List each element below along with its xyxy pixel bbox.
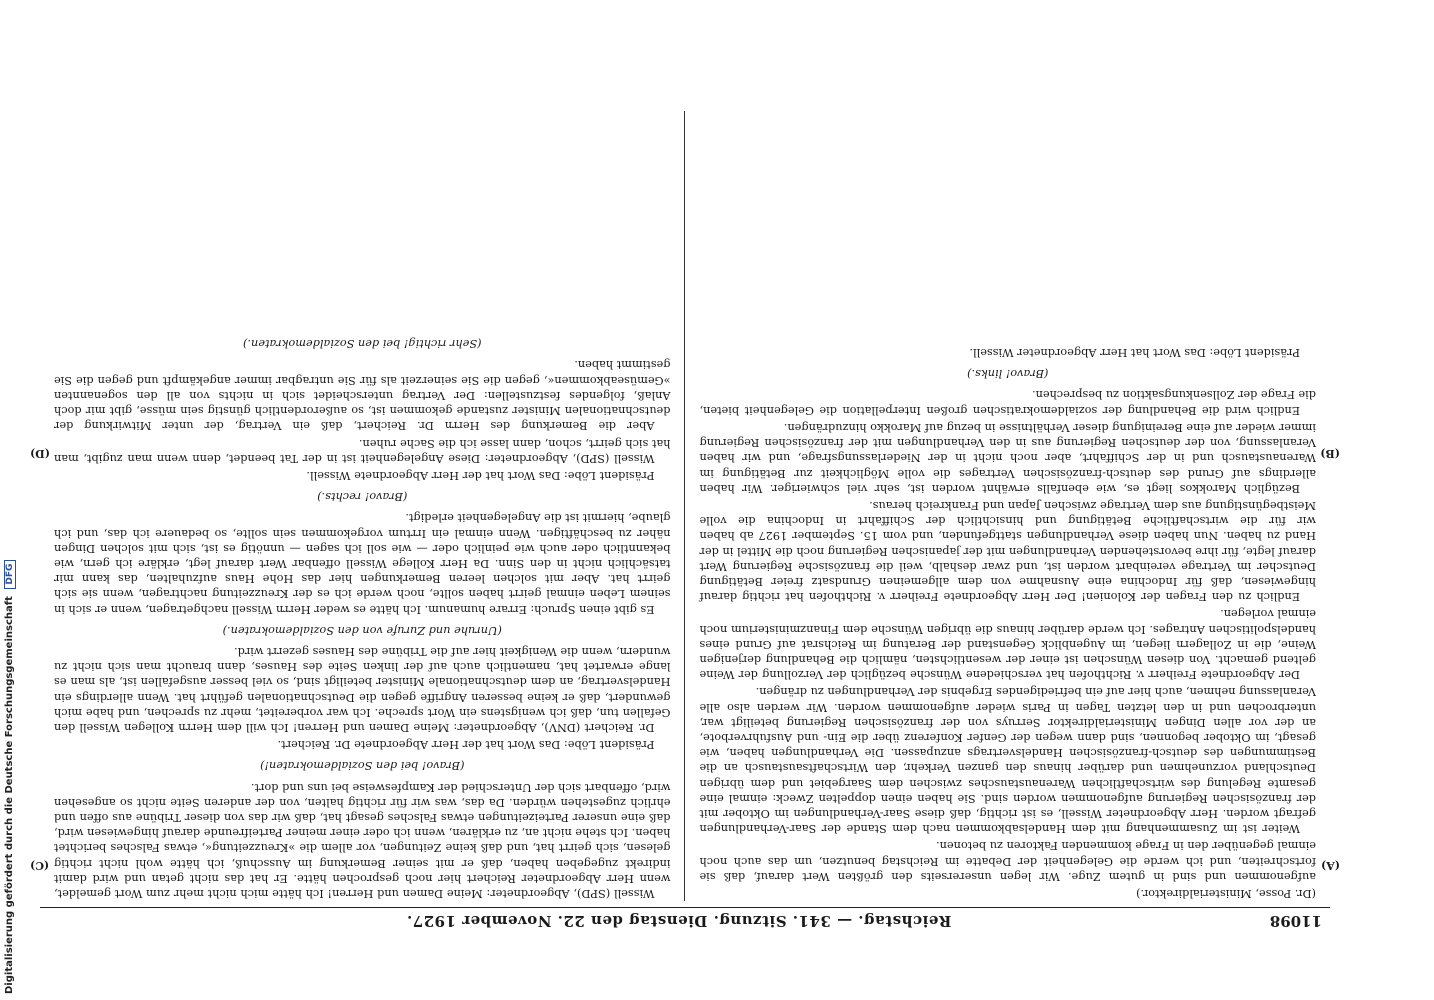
document-page	[30, 90, 1340, 930]
page-header	[40, 907, 1330, 930]
right-column	[30, 111, 686, 901]
speaker-line: (Dr. Posse, Ministerialdirektor.)	[1136, 887, 1316, 900]
digitization-credit	[0, 0, 22, 1000]
interjection: (Sehr richtig! bei den Sozialdemokraten.)	[243, 337, 482, 351]
interjection: (Unruhe und Zurufe von den Sozialdemokraten.)	[222, 623, 502, 637]
credit-text: Digitalisierung gefördert durch die Deutsche Forschungsgemeinschaft	[4, 596, 15, 994]
president-line: Präsident Löbe: Das Wort hat der Herr Abgeordnete Dr. Reichert.	[277, 738, 655, 752]
interjection: (Bravo! rechts.)	[317, 490, 408, 504]
page-number: 11098	[1269, 912, 1322, 930]
dfg-logo: DFG	[4, 560, 16, 589]
paragraph: Wissell (SPD), Abgeordneter: Diese Angelegenheit ist in der Tat beendet, denn wenn man zugibt, man hat sich geirrt, schon, dann lasse ich die Sache ruhen.	[54, 436, 671, 465]
page-title: Reichstag. — 341. Sitzung. Dienstag den 22. November 1927.	[406, 912, 952, 930]
left-column	[686, 111, 1340, 901]
paragraph: Aber die Bemerkung des Herrn Dr. Reichert, daß ein Vertrag, der unter Mitwirkung der deutschnationalen Minister zustande gekommen ist, so außerordentlich günstig sein müsse, gibt mir doch Anlaß, folgendes festzustellen: Der Vertrag unterscheidet sich in nichts von all den sogenannten »Gemüseabkommen«, gegen die Sie seinerzeit als für Sie untragbar immer angekämpft und gegen die Sie gestimmt haben.	[54, 358, 671, 433]
paragraph: Endlich wird die Behandlung der sozialdemokratischen großen Interpellation die Gelegenheit bieten, die Frage der Zollsenkungsaktion zu besprechen.	[699, 388, 1316, 417]
paragraph: Dr. Reichert (DNV), Abgeordneter: Meine Damen und Herren! Ich will dem Herrn Kollegen Wissell den Gefallen tun, daß ich wenigstens ein Wort spreche. Ich war vorbereitet, mehr zu sprechen, und habe mich gewundert, daß er keine besseren Angriffe gegen die Deutschnationalen geführt hat. Wenn allerdings ein Handelsvertrag, an dem deutschnationale Minister beteiligt sind, so viel besser ausgefallen ist, als man es lange erwartet hat, namentlich auch auf der linken Seite des Hauses, dann braucht man sich nicht zu wundern, wenn die Wenigkeit hier auf die Tribüne des Hauses gezerrt wird.	[54, 644, 671, 734]
paragraph: Wissell (SPD), Abgeordneter: Meine Damen und Herren! Ich hätte mich nicht mehr zum Wort gemeldet, wenn Herr Abgeordneter Reichert hier noch gesprochen hätte. Er hat das nicht getan und wird damit indirekt zugegeben haben, daß er mit seiner Bemerkung im Ausschuß, ich hätte wohl nicht richtig gelesen, sich geirrt hat, und daß keine Zeitungen, vor allem die »Kreuzzeitung«, etwas Falsches berichtet haben. Ich stehe nicht an, zu erklären, wenn ich oder einer meiner Parteifreunde darauf hingewiesen wird, daß eine unserer Parteizeitungen etwas Falsches gesagt hat, daß wir das von dieser Tribüne aus offen und ehrlich zugestehen würden. Da das, was wir für richtig halten, von der anderen Seite nicht so angesehen wird, offenbart sich der Unterschied der Kampfesweise bei uns und dort.	[54, 780, 671, 900]
margin-marker-c: (C)	[30, 859, 50, 872]
paragraph: Es gibt einen Spruch: Errare humanum. Ich hätte es weder Herrn Wissell nachgetragen, wenn er sich in seinem Leben einmal geirrt haben sollte, noch werde ich es der Kreuzzeitung nachtragen, wenn sie sich geirrt hat. Aber mit solchen leeren Bemerkungen hier das Hohe Haus aufzuhalten, das kann mir tatsächlich nicht in den Sinn. Da Herr Kollege Wissell offenbar Wert darauf legt, erkläre ich gern, wie bekanntlich oder auch wie peinlich oder — wie soll ich sagen — unnötig es ist, sich mit solchen Dingen näher zu beschäftigen. Wenn einmal ein Irrtum vorgekommen sein sollte, so bedauere ich das, und ich glaube, hiermit ist die Angelegenheit erledigt.	[54, 511, 671, 616]
paragraph: Weiter ist im Zusammenhang mit dem Handelsabkommen nach dem Stande der Saar-Verhandlungen gefragt worden. Herr Abgeordneter Wissell, es ist richtig, daß diese Saar-Verhandlungen im Oktober mit der französischen Regierung aufgenommen worden sind. Sie haben einen doppelten Zweck: einmal eine gesamte Regelung des wirtschaftlichen Warenaustausches zwischen dem Saargebiet und dem übrigen Deutschland vorzunehmen und darüber hinaus den ganzen Verkehr, den Wirtschaftsaustausch an die Bestimmungen des deutsch-französischen Handelsvertrags anzupassen. Die Verhandlungen haben, wie gesagt, im Oktober begonnen, sind dann wegen der Genfer Konferenz über die Ein- und Ausfuhrverbote, an der vor allen Dingen Ministerialdirektor Serruys von der französischen Regierung beteiligt war, unterbrochen und in den letzten Tagen in Paris wieder aufgenommen worden. Wir werden also alle Veranlassung nehmen, auch hier auf ein befriedigendes Ergebnis der Verhandlungen zu drängen.	[699, 685, 1316, 836]
paragraph: Bezüglich Marokkos liegt es, wie ebenfalls erwähnt worden ist, sehr viel schwieriger. Wir haben allerdings auf Grund des deutsch-französischen Vertrages die volle Möglichkeit zur Betätigung im Warenaustausch und in der Schiffahrt, aber noch nicht in der Niederlassungsfrage, und wir haben Veranlassung, von der deutschen Regierung aus in den Verhandlungen mit der französischen Regierung immer wieder auf eine Bereinigung dieser Verhältnisse in bezug auf Marokko hinzudrängen.	[699, 420, 1316, 495]
paragraph: Endlich zu den Fragen der Kolonien! Der Herr Abgeordnete Freiherr v. Richthofen hat richtig darauf hingewiesen, daß für Indochina eine Ausnahme von dem allgemeinen Grundsatz freier Betätigung Deutscher im Vertrage vereinbart worden ist, und zwar deshalb, weil die französische Regierung Wert darauf legte, für ihre bevorstehenden Verhandlungen mit der japanischen Regierung noch die Mittel in der Hand zu haben. Nun haben diese Verhandlungen stattgefunden, und vom 15. September 1927 ab haben wir für die wirtschaftliche Betätigung und hinsichtlich der Schiffahrt in Indochina die volle Meistbegünstigung aus dem Vertrage zwischen Japan und Frankreich heraus.	[699, 498, 1316, 604]
interjection: (Bravo! links.)	[967, 367, 1049, 381]
president-line: Präsident Löbe: Das Wort hat Herr Abgeordneter Wissell.	[969, 346, 1300, 360]
interjection: (Bravo! bei den Sozialdemokraten!)	[260, 759, 465, 773]
margin-marker-a: (A)	[1321, 859, 1340, 872]
president-line: Präsident Löbe: Das Wort hat der Herr Abgeordnete Wissell.	[306, 468, 655, 482]
paragraph: Der Abgeordnete Freiherr v. Richthofen hat verschiedene Wünsche bezüglich der Verzollung der Weine geltend gemacht. Von diesen Wünschen ist einer der wesentlichsten, nämlich die Behandlung derjenigen Weine, die in Zollagern liegen, im Augenblick Gegenstand der Beratung im Reichsrat auf Grund eines handelspolitischen Antrages. Ich werde darüber hinaus die übrigen Wünsche dem Finanzministerium noch einmal vorlegen.	[699, 607, 1316, 682]
text-columns	[30, 111, 1340, 901]
paragraph: aufgenommen und sind in gutem Zuge. Wir legen unsererseits den größten Wert darauf, daß sie fortschreiten, und ich werde die Gelegenheit der Debatte im Reichstag benutzen, um das auch noch einmal gegenüber den in Frage kommenden Faktoren zu betonen.	[699, 839, 1316, 883]
margin-marker-d: (D)	[30, 447, 50, 460]
margin-marker-b: (B)	[1320, 447, 1340, 460]
